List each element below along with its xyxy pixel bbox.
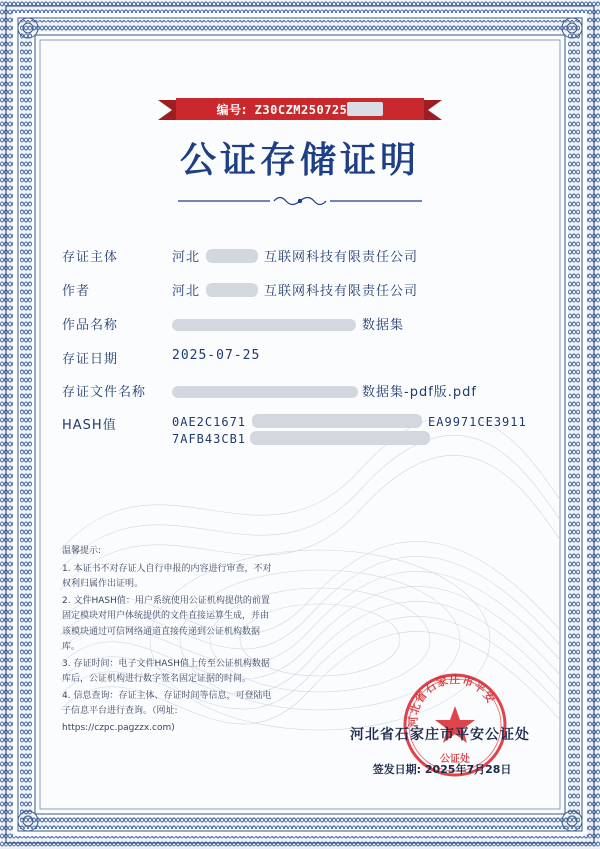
hash-line-1: 0AE2C1671 EA9971CE3911: [172, 415, 527, 429]
redaction-mask: [250, 431, 430, 445]
redaction-mask: [206, 283, 258, 297]
field-value: 数据集-pdf版.pdf: [172, 381, 477, 400]
field-label: HASH值: [62, 418, 117, 433]
redaction-mask: [172, 319, 356, 331]
issue-date-value: 2025年7月28日: [424, 763, 512, 776]
field-value: 河北 互联网科技有限责任公司: [172, 284, 419, 299]
certificate-title: 公证存储证明: [179, 140, 420, 181]
title-divider-ornament: [178, 194, 422, 208]
notice-link[interactable]: https://czpc.pagzzx.com): [62, 722, 175, 733]
field-value: 2025-07-25: [172, 348, 261, 363]
notice-item: 3. 存证时间：电子文件HASH值上传至公证机构数据库后，公证机构进行数字签名固定证据的时间。: [62, 658, 270, 684]
serial-label: 编号:: [216, 103, 247, 117]
field-label: 存证主体: [62, 250, 119, 265]
serial-redaction: [347, 102, 383, 116]
redaction-mask: [172, 386, 358, 398]
issue-date: [352, 761, 532, 777]
field-label: 作品名称: [62, 318, 119, 333]
field-label: 存证文件名称: [62, 385, 147, 400]
field-value: 河北 互联网科技有限责任公司: [172, 250, 419, 265]
notice-item: 1. 本证书不对存证人自行申报的内容进行审查，不对权利归属作出证明。: [62, 563, 272, 589]
serial-value: Z30CZM250725: [254, 103, 348, 117]
redaction-mask: [252, 414, 422, 428]
hash-line-2: 7AFB43CB1: [172, 431, 430, 446]
redaction-mask: [206, 249, 258, 263]
field-label: 存证日期: [62, 352, 119, 367]
seal-bottom-text: 公证处: [440, 754, 470, 765]
issuer-name: 河北省石家庄市平安公证处: [350, 727, 530, 743]
notice-item: 4. 信息查询：存证主体、存证时间等信息，可登陆电子信息平台进行查询。（网址:: [62, 690, 272, 716]
field-value: 数据集: [172, 314, 404, 333]
notice-item: 2. 文件HASH值：用户系统使用公证机构提供的前置固定模块对用户体统提供的文件直接运算生成，并由该模块通过可信网络通道直接传递到公证机构数据库。: [62, 595, 270, 652]
serial-number: [160, 98, 440, 122]
notice-heading: 温馨提示:: [62, 546, 102, 556]
issue-date-label: 签发日期:: [372, 763, 421, 776]
field-label: 作者: [62, 284, 91, 299]
seal-ring-text: 河北省石家庄市平安: [406, 673, 498, 728]
notice-section: [62, 544, 274, 737]
